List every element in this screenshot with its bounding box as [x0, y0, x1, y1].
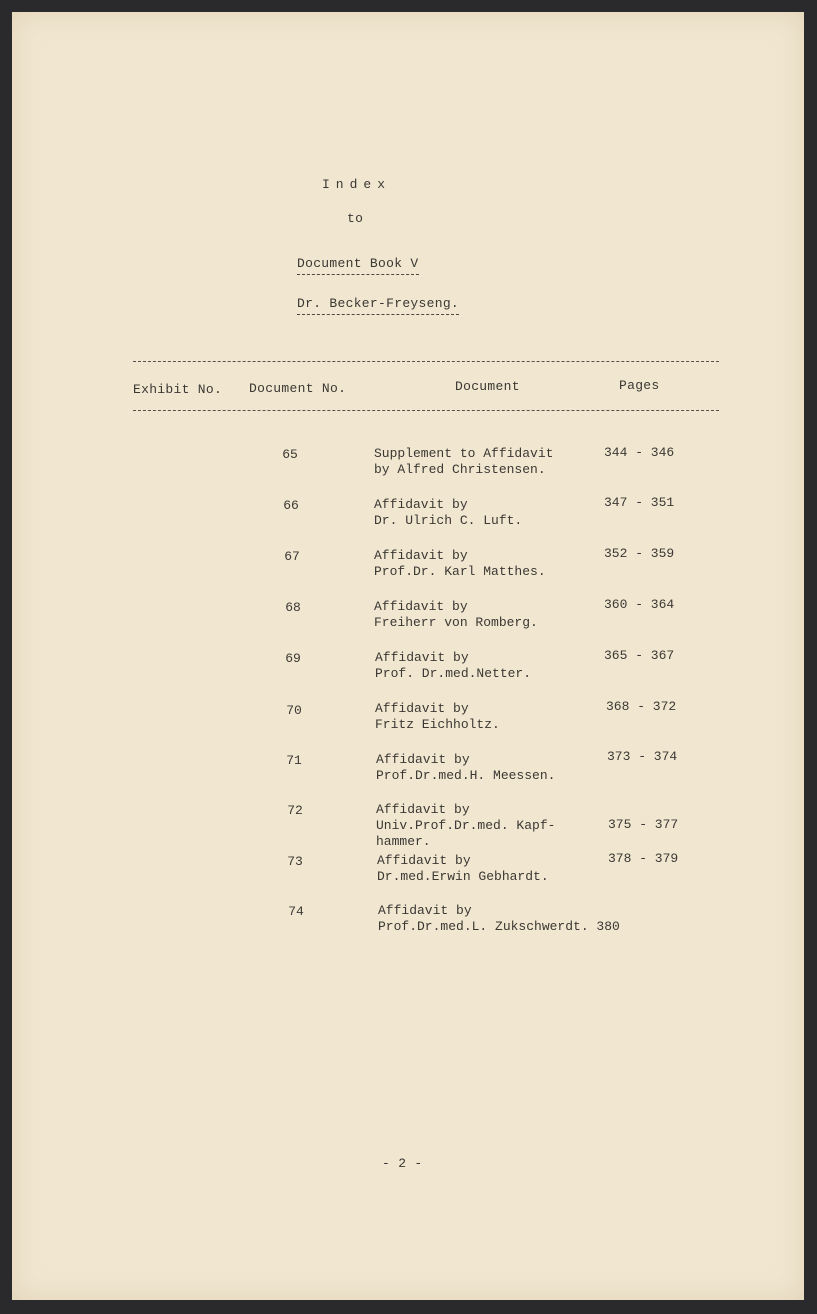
document-description: Affidavit by Dr. Ulrich C. Luft. — [374, 497, 523, 528]
col-exhibit-no: Exhibit No. — [133, 382, 223, 397]
page-range: 375 - 377 — [608, 817, 679, 832]
document-description: Affidavit by Prof.Dr. Karl Matthes. — [374, 548, 546, 579]
document-description: Affidavit by Fritz Eichholtz. — [375, 701, 500, 732]
page-range: 352 - 359 — [604, 546, 675, 561]
document-description: Affidavit by Prof.Dr.med.L. Zukschwerdt. 380 — [378, 903, 620, 934]
header-rule-top — [133, 361, 719, 362]
header-rule-bottom — [133, 410, 719, 411]
page-number: - 2 - — [382, 1156, 423, 1171]
page-range: 344 - 346 — [604, 445, 675, 460]
col-pages: Pages — [619, 378, 660, 393]
title-to: to — [347, 211, 364, 226]
col-document-no: Document No. — [249, 381, 347, 396]
document-number: 72 — [287, 803, 303, 818]
title-index: Index — [322, 177, 392, 192]
document-number: 67 — [284, 549, 300, 564]
col-document: Document — [455, 379, 520, 394]
document-description: Affidavit by Univ.Prof.Dr.med. Kapf- hammer. — [376, 802, 556, 849]
page-range: 373 - 374 — [607, 749, 678, 764]
document-number: 65 — [282, 447, 298, 462]
document-description: Affidavit by Dr.med.Erwin Gebhardt. — [377, 853, 549, 884]
page-range: 360 - 364 — [604, 597, 675, 612]
title-defendant: Dr. Becker-Freyseng. — [297, 296, 459, 315]
document-description: Supplement to Affidavit by Alfred Christensen. — [374, 446, 554, 477]
document-number: 66 — [283, 498, 299, 513]
document-number: 73 — [287, 854, 303, 869]
page-range: 368 - 372 — [606, 699, 677, 714]
document-number: 69 — [285, 651, 301, 666]
document-description: Affidavit by Freiherr von Romberg. — [374, 599, 538, 630]
page-range: 347 - 351 — [604, 495, 675, 510]
page-range: 365 - 367 — [604, 648, 675, 663]
document-description: Affidavit by Prof. Dr.med.Netter. — [375, 650, 532, 681]
page-range: 378 - 379 — [608, 851, 679, 866]
document-number: 74 — [288, 904, 304, 919]
document-number: 70 — [286, 703, 302, 718]
document-description: Affidavit by Prof.Dr.med.H. Meessen. — [376, 752, 556, 783]
document-number: 68 — [285, 600, 301, 615]
title-document-book: Document Book V — [297, 256, 419, 275]
document-number: 71 — [286, 753, 302, 768]
